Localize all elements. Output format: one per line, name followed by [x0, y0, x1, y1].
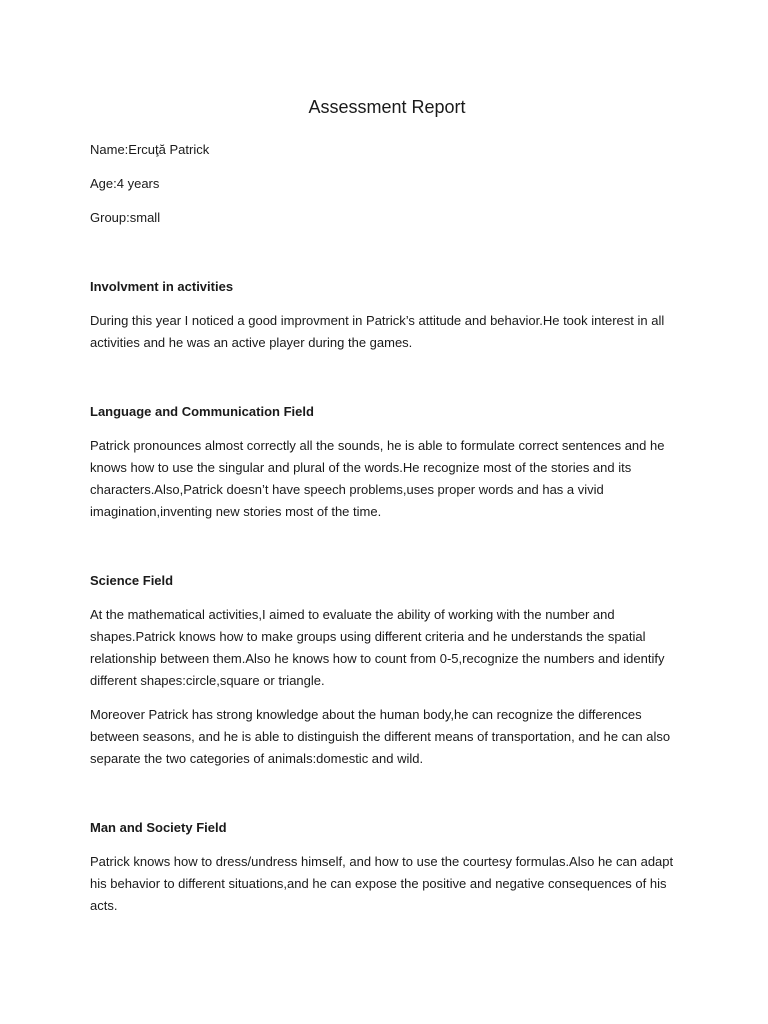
section-heading: Man and Society Field — [90, 820, 227, 835]
section-heading: Language and Communication Field — [90, 404, 314, 419]
section-science — [90, 570, 684, 770]
group-line: Group:small — [90, 210, 161, 225]
section-paragraph: At the mathematical activities,I aimed to evaluate the ability of working with the number and shapes.Patrick knows how to make groups using different criteria and he understands the spatial relationship between them.Also he knows how to count from 0-5,recognize the numbers and identify different shapes:circle,square or triangle. — [90, 607, 665, 688]
section-paragraph: During this year I noticed a good improvment in Patrick’s attitude and behavior.He took interest in all activities and he was an active player during the games. — [90, 313, 665, 350]
section-man-society — [90, 817, 684, 917]
name-line: Name:Ercuţă Patrick — [90, 142, 210, 157]
section-involvement — [90, 276, 684, 354]
section-paragraph: Moreover Patrick has strong knowledge about the human body,he can recognize the differences between seasons, and he is able to distinguish the different means of transportation, and he can also separate the two categories of animals:domestic and wild. — [90, 707, 671, 766]
section-heading: Involvment in activities — [90, 279, 234, 294]
section-heading: Science Field — [90, 573, 174, 588]
section-paragraph: Patrick knows how to dress/undress himself, and how to use the courtesy formulas.Also he can adapt his behavior to different situations,and he can expose the positive and negative consequences of his acts. — [90, 854, 674, 913]
section-language-communication — [90, 401, 684, 523]
document-title: Assessment Report — [308, 97, 466, 117]
age-line: Age:4 years — [90, 176, 160, 191]
section-paragraph: Patrick pronounces almost correctly all the sounds, he is able to formulate correct sentences and he knows how to use the singular and plural of the words.He recognize most of the stories and its characters.Also,Patrick doesn’t have speech problems,uses proper words and has a vivid imagination,inventing new stories most of the time. — [90, 438, 665, 519]
